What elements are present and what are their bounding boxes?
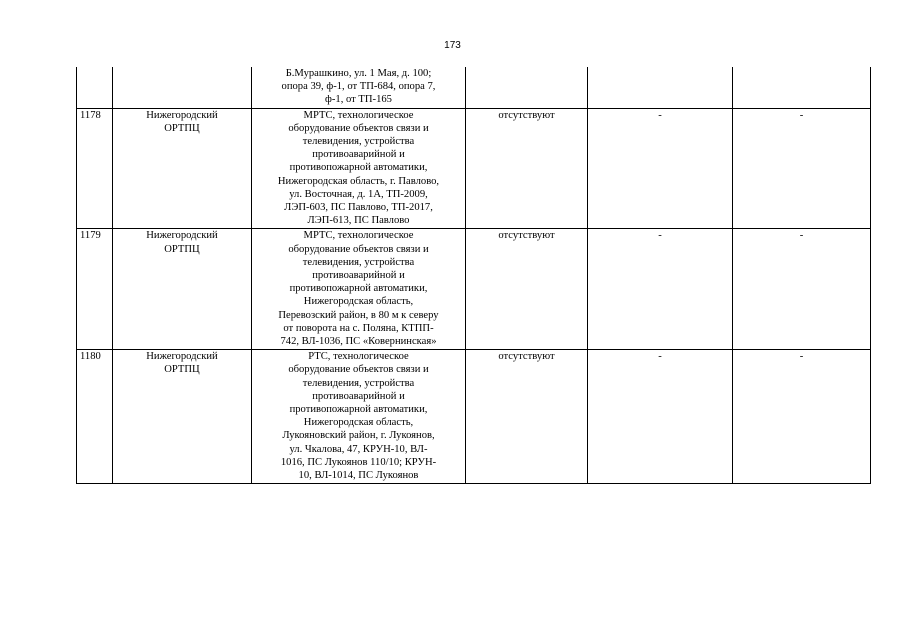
column-5-cell: - [588, 229, 733, 350]
organization-cell [113, 67, 252, 108]
description-line: МРТС, технологическое [303, 230, 414, 242]
description-line: телевидения, устройства [302, 256, 415, 268]
status-cell: отсутствуют [466, 229, 588, 350]
description-line: 742, ВЛ-1036, ПС «Ковернинская» [280, 336, 437, 348]
column-5-cell: - [588, 350, 733, 484]
description-line: оборудование объектов связи и [288, 243, 429, 255]
description-line: Нижегородская область, [303, 417, 414, 429]
row-number-cell [77, 67, 113, 108]
column-6-cell: - [733, 108, 871, 229]
status-cell: отсутствуют [466, 108, 588, 229]
description-line: Перевозский район, в 80 м к северу [278, 309, 439, 321]
organization-cell [113, 350, 252, 484]
description-line: опора 39, ф-1, от ТП-684, опора 7, [281, 81, 436, 93]
organization-line: ОРТПЦ [164, 122, 200, 134]
table-row [77, 229, 871, 350]
row-number-cell: 1180 [77, 350, 113, 484]
description-line: противоаварийной и [312, 270, 405, 282]
description-line: противопожарной автоматики, [289, 162, 428, 174]
status-cell [466, 67, 588, 108]
description-line: Нижегородская область, г. Павлово, [277, 175, 440, 187]
organization-line: Нижегородский [146, 230, 218, 242]
description-line: противопожарной автоматики, [289, 283, 428, 295]
description-line: ЛЭП-603, ПС Павлово, ТП-2017, [284, 202, 433, 214]
organization-cell [113, 229, 252, 350]
organization-cell [113, 108, 252, 229]
description-line: Нижегородская область, [303, 296, 414, 308]
document-table [76, 67, 871, 484]
row-number-cell: 1178 [77, 108, 113, 229]
row-number-cell: 1179 [77, 229, 113, 350]
column-6-cell: - [733, 350, 871, 484]
description-line: ф-1, от ТП-165 [325, 94, 392, 106]
object-description-cell [252, 350, 466, 484]
table-row [77, 67, 871, 108]
object-description-cell [252, 108, 466, 229]
description-line: ул. Восточная, д. 1А, ТП-2009, [289, 188, 428, 200]
table-body [77, 67, 871, 484]
status-cell: отсутствуют [466, 350, 588, 484]
organization-line: ОРТПЦ [164, 364, 200, 376]
description-line: оборудование объектов связи и [288, 364, 429, 376]
table-row [77, 108, 871, 229]
description-line: 1016, ПС Лукоянов 110/10; КРУН- [280, 456, 437, 468]
column-6-cell: - [733, 229, 871, 350]
description-line: противопожарной автоматики, [289, 404, 428, 416]
description-line: от поворота на с. Поляна, КТПП- [283, 322, 434, 334]
organization-line: ОРТПЦ [164, 243, 200, 255]
description-line: РТС, технологическое [308, 351, 409, 363]
object-description-cell [252, 67, 466, 108]
table-row [77, 350, 871, 484]
page-number: 173 [444, 40, 461, 51]
description-line: МРТС, технологическое [303, 109, 414, 121]
organization-line: Нижегородский [146, 109, 218, 121]
object-description-cell [252, 229, 466, 350]
column-5-cell [588, 67, 733, 108]
column-5-cell: - [588, 108, 733, 229]
description-line: противоаварийной и [312, 390, 405, 402]
description-line: телевидения, устройства [302, 136, 415, 148]
description-line: оборудование объектов связи и [288, 122, 429, 134]
description-line: 10, ВЛ-1014, ПС Лукоянов [298, 470, 419, 482]
description-line: телевидения, устройства [302, 377, 415, 389]
description-line: противоаварийной и [312, 149, 405, 161]
organization-line: Нижегородский [146, 351, 218, 363]
description-line: Б.Мурашкино, ул. 1 Мая, д. 100; [285, 68, 432, 79]
description-line: ЛЭП-613, ПС Павлово [307, 215, 410, 227]
description-line: ул. Чкалова, 47, КРУН-10, ВЛ- [289, 443, 428, 455]
column-6-cell [733, 67, 871, 108]
description-line: Лукояновский район, г. Лукоянов, [282, 430, 435, 442]
